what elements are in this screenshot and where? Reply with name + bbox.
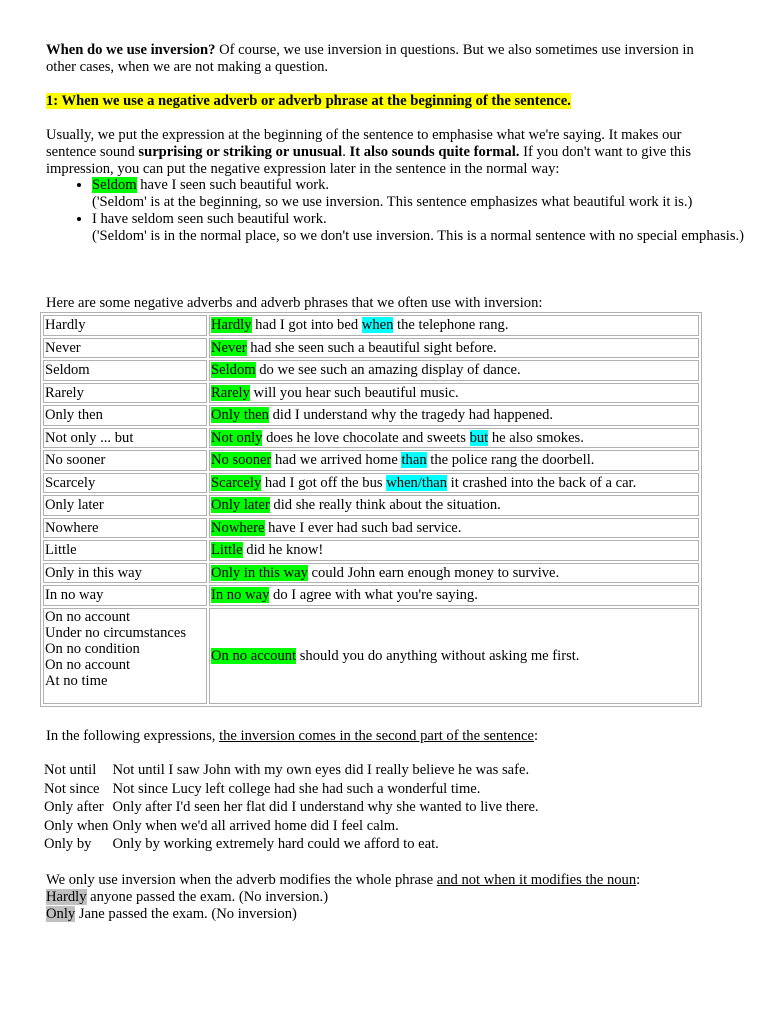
expression-cell: Only by — [44, 836, 92, 852]
sentence-text: had I got into bed — [251, 317, 362, 334]
adverb-cell: Nowhere — [43, 518, 207, 539]
sentence-cell — [209, 360, 699, 381]
highlighted-adverb: Nowhere — [211, 519, 265, 536]
explanation-bold-1: surprising or striking or unusual — [138, 144, 343, 160]
adverb-cell — [43, 608, 207, 704]
expression-row — [42, 799, 541, 818]
example-sentence: I have seldom seen such beautiful work. — [92, 211, 327, 227]
sentence-text: had she seen such a beautiful sight before. — [246, 339, 497, 356]
adverb-cell: Not only ... but — [43, 428, 207, 449]
section-heading-text: 1: When we use a negative adverb or adverb phrase at the beginning of the sentence. — [46, 93, 571, 109]
final-example: Jane passed the exam. (No inversion) — [75, 906, 297, 922]
second-part-table-body — [42, 762, 541, 855]
adverb-cell: No sooner — [43, 450, 207, 471]
table-row — [43, 383, 699, 404]
inversion-table — [40, 312, 702, 707]
sentence-cell — [209, 608, 699, 704]
final-text: We only use inversion when the adverb modifies the whole phrase — [46, 872, 437, 888]
sentence-cell — [209, 473, 699, 494]
intro-paragraph — [46, 42, 716, 76]
sentence-cell — [209, 338, 699, 359]
table-row — [43, 428, 699, 449]
expression-example: Not since Lucy left college had she had such a wonderful time. — [112, 780, 481, 797]
adverb-line: On no account — [45, 608, 131, 625]
example-note: ('Seldom' is at the beginning, so we use inversion. This sentence emphasizes what beautiful work it is.) — [92, 194, 693, 210]
highlighted-adverb: Seldom — [211, 362, 256, 379]
highlighted-connector: but — [469, 429, 489, 446]
final-example: anyone passed the exam. (No inversion.) — [86, 889, 329, 905]
expression-cell: Only after — [44, 799, 104, 815]
sentence-cell — [209, 315, 699, 336]
sentence-text: the police rang the doorbell. — [426, 452, 595, 469]
adverb-cell: Little — [43, 540, 207, 561]
expression-example: Only by working extremely hard could we afford to eat. — [112, 836, 439, 852]
adverb-cell: Only in this way — [43, 563, 207, 584]
sentence-text: should you do anything without asking me first. — [296, 647, 580, 664]
example-sentence: have I seen such beautiful work. — [136, 177, 330, 193]
sentence-text: have I ever had such bad service. — [264, 519, 462, 536]
highlighted-adverb: In no way — [211, 587, 270, 604]
adverb-line: At no time — [45, 672, 108, 689]
expression-row — [42, 762, 541, 781]
second-intro-text: In the following expressions, — [46, 728, 220, 744]
sentence-text: had we arrived home — [271, 452, 402, 469]
explanation-text: Usually, we put the expression at the beginning of the sentence to emphasise what we're saying. It makes our sentence sound — [46, 127, 682, 160]
adverb-line: Under no circumstances — [45, 624, 187, 641]
table-row — [43, 315, 699, 336]
highlighted-word: Only — [46, 906, 76, 922]
table-row — [43, 450, 699, 471]
table-row — [43, 608, 699, 704]
highlighted-adverb: Hardly — [211, 317, 252, 334]
explanation-text: If you don't want to give this impression, you can put the negative expression later in the sentence in the normal way: — [46, 144, 692, 177]
sentence-cell — [209, 450, 699, 471]
table-row — [43, 540, 699, 561]
example-item — [92, 177, 762, 211]
sentence-cell — [209, 540, 699, 561]
highlighted-adverb: Scarcely — [211, 474, 262, 491]
final-paragraph — [46, 872, 716, 923]
expression-row — [42, 836, 541, 855]
sentence-cell — [209, 428, 699, 449]
expression-row — [42, 781, 541, 800]
adverb-cell: Scarcely — [43, 473, 207, 494]
table-row — [43, 405, 699, 426]
explanation-paragraph — [46, 127, 716, 178]
sentence-text: do I agree with what you're saying. — [269, 587, 478, 604]
adverb-cell: Seldom — [43, 360, 207, 381]
sentence-text: did he know! — [242, 542, 324, 559]
adverb-cell: Rarely — [43, 383, 207, 404]
sentence-cell — [209, 495, 699, 516]
expression-example: Only after I'd seen her flat did I understand why she wanted to live there. — [112, 799, 539, 815]
sentence-text: do we see such an amazing display of dance. — [255, 362, 521, 379]
expression-cell: Not since — [44, 780, 100, 797]
highlighted-adverb: Little — [211, 542, 243, 559]
expression-example: Only when we'd all arrived home did I feel calm. — [112, 817, 399, 834]
adverb-cell: Hardly — [43, 315, 207, 336]
sentence-text: does he love chocolate and sweets — [262, 429, 470, 446]
highlighted-connector: when — [361, 317, 394, 334]
expression-cell: Only when — [44, 817, 109, 834]
example-item — [92, 211, 762, 245]
highlighted-adverb: Never — [211, 339, 247, 356]
highlighted-adverb: Seldom — [92, 177, 137, 193]
highlighted-adverb: Only then — [211, 407, 269, 424]
sentence-text: the telephone rang. — [393, 317, 509, 334]
sentence-cell — [209, 563, 699, 584]
sentence-text: it crashed into the back of a car. — [447, 474, 637, 491]
table-row — [43, 585, 699, 606]
sentence-text: will you hear such beautiful music. — [249, 384, 459, 401]
section-heading — [46, 93, 716, 110]
expression-example: Not until I saw John with my own eyes did I really believe he was safe. — [112, 762, 530, 778]
sentence-text: could John earn enough money to survive. — [307, 564, 560, 581]
sentence-cell — [209, 585, 699, 606]
final-text: : — [636, 872, 641, 888]
adverb-line: On no account — [45, 656, 131, 673]
second-part-intro — [46, 728, 716, 745]
highlighted-connector: when/than — [386, 474, 448, 491]
highlighted-adverb: Only later — [211, 497, 270, 514]
second-intro-underlined: the inversion comes in the second part of the sentence — [219, 728, 534, 744]
highlighted-adverb: On no account — [211, 647, 297, 664]
table-row — [43, 495, 699, 516]
highlighted-adverb: Rarely — [211, 384, 250, 401]
table-row — [43, 338, 699, 359]
highlighted-connector: than — [401, 452, 427, 469]
final-underlined: and not when it modifies the noun — [436, 872, 637, 888]
table-row — [43, 518, 699, 539]
expression-row — [42, 818, 541, 837]
example-note: ('Seldom' is in the normal place, so we don't use inversion. This is a normal sentence with no special emphasis.) — [92, 228, 745, 244]
highlighted-adverb: Not only — [211, 429, 263, 446]
sentence-cell — [209, 383, 699, 404]
example-list — [46, 177, 762, 245]
intro-text: Of course, we use inversion in questions. But we also sometimes use inversion in other cases, when we are not making a question. — [46, 42, 694, 75]
sentence-text: had I got off the bus — [261, 474, 387, 491]
explanation-bold-2: It also sounds quite formal. — [349, 144, 520, 160]
sentence-text: did I understand why the tragedy had happened. — [268, 407, 554, 424]
highlighted-adverb: Only in this way — [211, 564, 308, 581]
table-row — [43, 360, 699, 381]
adverb-cell: In no way — [43, 585, 207, 606]
expression-cell: Not until — [44, 762, 97, 778]
table-row — [43, 563, 699, 584]
second-intro-text: : — [533, 728, 539, 744]
second-part-table — [42, 762, 541, 855]
sentence-text: did she really think about the situation. — [269, 497, 501, 514]
highlighted-word: Hardly — [46, 889, 87, 905]
table-row — [43, 473, 699, 494]
sentence-text: he also smokes. — [488, 429, 584, 446]
adverb-cell: Only then — [43, 405, 207, 426]
explanation-text: . — [342, 144, 350, 160]
inversion-table-body — [43, 315, 699, 704]
intro-question: When do we use inversion? — [46, 42, 216, 58]
adverb-cell: Never — [43, 338, 207, 359]
table-intro: Here are some negative adverbs and adverb phrases that we often use with inversion: — [46, 295, 543, 311]
highlighted-adverb: No sooner — [211, 452, 272, 469]
sentence-cell — [209, 405, 699, 426]
sentence-cell — [209, 518, 699, 539]
adverb-line: On no condition — [45, 640, 140, 657]
adverb-cell: Only later — [43, 495, 207, 516]
